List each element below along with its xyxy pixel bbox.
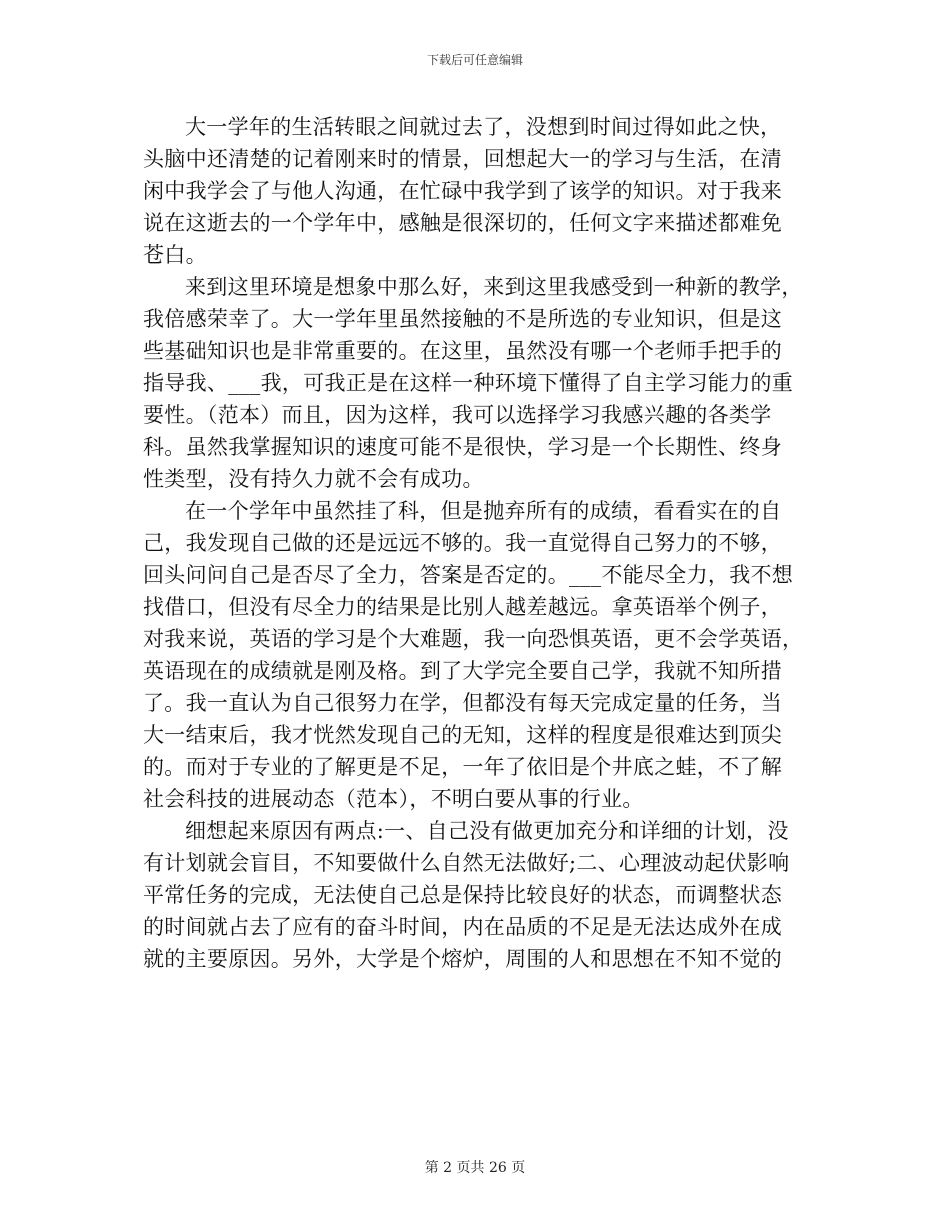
text-line: 社会科技的进展动态（范本），不明白要从事的行业。 [143, 787, 644, 811]
paragraph-3 [143, 495, 803, 815]
text-line: 有计划就会盲目，不知要做什么自然无法做好;二、心理波动起伏影响 [143, 851, 790, 875]
text-line: 了。我一直认为自己很努力在学，但都没有每天完成定量的任务，当 [143, 691, 782, 715]
text-line: 说在这逝去的一个学年中，感触是很深切的，任何文字来描述都难免 [143, 211, 782, 235]
paragraph-4 [143, 815, 803, 975]
text-line: 对我来说，英语的学习是个大难题，我一向恐惧英语，更不会学英语， [143, 627, 804, 651]
text-line: 的时间就占去了应有的奋斗时间，内在品质的不足是无法达成外在成 [143, 915, 782, 939]
text-line: 找借口，但没有尽全力的结果是比别人越差越远。拿英语举个例子， [143, 595, 782, 619]
text-line: 性类型，没有持久力就不会有成功。 [143, 467, 484, 491]
text-line: 己，我发现自己做的还是远远不够的。我一直觉得自己努力的不够， [143, 531, 782, 555]
text-line: 平常任务的完成，无法使自己总是保持比较良好的状态，而调整状态 [143, 883, 782, 907]
text-line: 科。虽然我掌握知识的速度可能不是很快，学习是一个长期性、终身 [143, 435, 782, 459]
text-line: 苍白。 [143, 243, 207, 267]
text-line: 就的主要原因。另外，大学是个熔炉，周围的人和思想在不知不觉的 [143, 947, 782, 971]
page-header: 下载后可任意编辑 [426, 53, 523, 67]
text-line: 大一学年的生活转眼之间就过去了，没想到时间过得如此之快， [185, 115, 782, 139]
page-number: 第 2 页共 26 页 [424, 1160, 526, 1176]
document-body [143, 111, 803, 975]
text-line: 细想起来原因有两点:一、自己没有做更加充分和详细的计划，没 [185, 819, 789, 843]
text-line: 英语现在的成绩就是刚及格。到了大学完全要自己学，我就不知所措 [143, 659, 782, 683]
text-line: 头脑中还清楚的记着刚来时的情景，回想起大一的学习与生活，在清 [143, 147, 782, 171]
text-line: 大一结束后，我才恍然发现自己的无知，这样的程度是很难达到顶尖 [143, 723, 782, 747]
text-line: 我倍感荣幸了。大一学年里虽然接触的不是所选的专业知识，但是这 [143, 307, 782, 331]
text-line: 指导我、___我，可我正是在这样一种环境下懂得了自主学习能力的重 [143, 371, 794, 395]
text-line: 些基础知识也是非常重要的。在这里，虽然没有哪一个老师手把手的 [143, 339, 782, 363]
text-line: 在一个学年中虽然挂了科，但是抛弃所有的成绩，看看实在的自 [185, 499, 782, 523]
text-line: 闲中我学会了与他人沟通，在忙碌中我学到了该学的知识。对于我来 [143, 179, 782, 203]
paragraph-1 [143, 111, 803, 271]
text-line: 回头问问自己是否尽了全力，答案是否定的。___不能尽全力，我不想 [143, 563, 794, 587]
text-line: 来到这里环境是想象中那么好，来到这里我感受到一种新的教学， [185, 275, 803, 299]
text-line: 的。而对于专业的了解更是不足，一年了依旧是个井底之蛙，不了解 [143, 755, 782, 779]
text-line: 要性。（范本）而且，因为这样，我可以选择学习我感兴趣的各类学 [143, 403, 772, 427]
paragraph-2 [143, 271, 803, 495]
